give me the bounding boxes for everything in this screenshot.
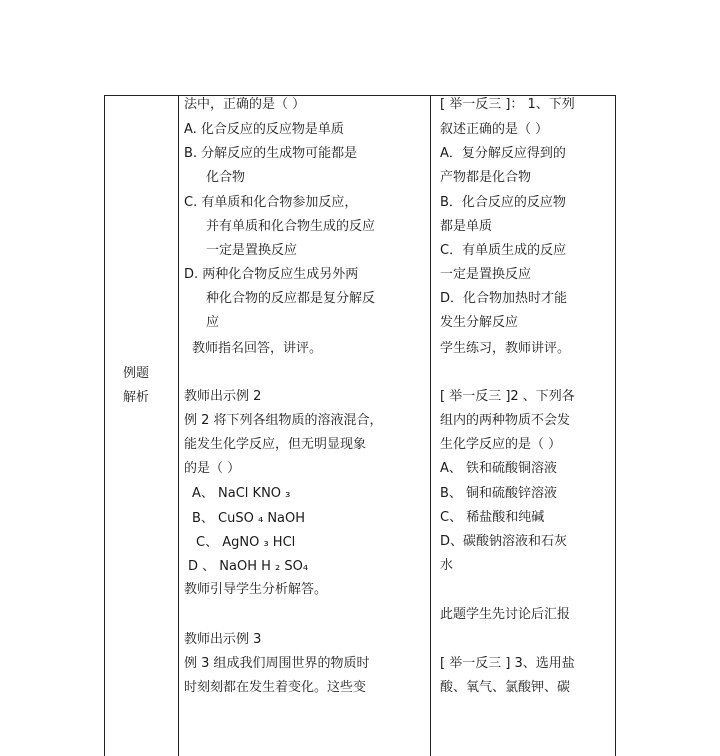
left-text-line: 并有单质和化合物生成的反应 [206,219,376,234]
right-text-line: 此题学生先讨论后汇报 [440,607,571,622]
right-text-line: 组内的两种物质不会发 [440,413,571,428]
left-text-line: A、 NaCl KNO ₃ [192,486,291,501]
column-divider-2 [430,96,431,756]
right-text-line: 产物都是化合物 [440,170,532,185]
left-text-line: D. 两种化合物反应生成另外两 [184,267,359,282]
left-text-line: 教师出示例 2 [184,389,262,404]
left-text-line: 例 2 将下列各组物质的溶液混合， [184,413,383,428]
left-text-line: 教师引导学生分析解答。 [184,582,328,597]
right-text-line: 酸、氧气、氯酸钾、碳 [440,680,571,695]
left-text-line: 法中，正确的是（ ） [184,97,306,112]
left-text-line: 化合物 [206,170,246,185]
left-text-line: 应 [206,315,220,330]
right-text-line: 水 [440,558,454,573]
left-text-line: 种化合物的反应都是复分解反 [206,291,376,306]
left-text-line: D 、 NaOH H ₂ SO₄ [188,559,309,574]
right-text-line: [ 举一反三 ]2 、下列各 [440,389,575,404]
left-text-line: A. 化合反应的反应物是单质 [184,122,344,137]
right-text-line: 一定是置换反应 [440,267,532,282]
column-divider-1 [178,96,179,756]
right-text-line: B、 铜和硫酸锌溶液 [440,486,558,501]
right-text-line: D、碳酸钠溶液和石灰 [440,534,568,549]
right-text-line: [ 举一反三 ] 3、选用盐 [440,656,575,671]
left-text-line: 一定是置换反应 [206,243,298,258]
left-text-line: 能发生化学反应，但无明显现象 [184,437,367,452]
right-text-line: 发生分解反应 [440,315,519,330]
left-text-line: 的是（ ） [184,461,241,476]
left-text-line: C. 有单质和化合物参加反应， [184,195,358,210]
right-text-line: 生化学反应的是（ ） [440,437,562,452]
row-label-line-2: 解析 [123,390,150,405]
right-text-line: B．化合反应的反应物 [440,195,566,210]
left-text-line: B. 分解反应的生成物可能都是 [184,146,358,161]
left-text-line: 时刻刻都在发生着变化。这些变 [184,680,367,695]
left-text-line: 教师出示例 3 [184,632,262,647]
right-text-line: [ 举一反三 ]： 1、下列 [440,97,575,112]
right-text-line: 学生练习，教师讲评。 [440,341,571,356]
left-text-line: C、 AgNO ₃ HCl [196,535,296,550]
right-text-line: C、 稀盐酸和纯碱 [440,510,545,525]
left-text-line: 例 3 组成我们周围世界的物质时 [184,656,370,671]
right-text-line: A、 铁和硫酸铜溶液 [440,461,558,476]
row-label-line-1: 例题 [123,366,150,381]
right-text-line: A．复分解反应得到的 [440,146,566,161]
right-text-line: D．化合物加热时才能 [440,291,568,306]
left-text-line: 教师指名回答，讲评。 [192,341,323,356]
right-text-line: C．有单质生成的反应 [440,243,567,258]
right-text-line: 叙述正确的是（ ） [440,122,549,137]
left-text-line: B、 CuSO ₄ NaOH [192,511,306,526]
right-text-line: 都是单质 [440,219,493,234]
